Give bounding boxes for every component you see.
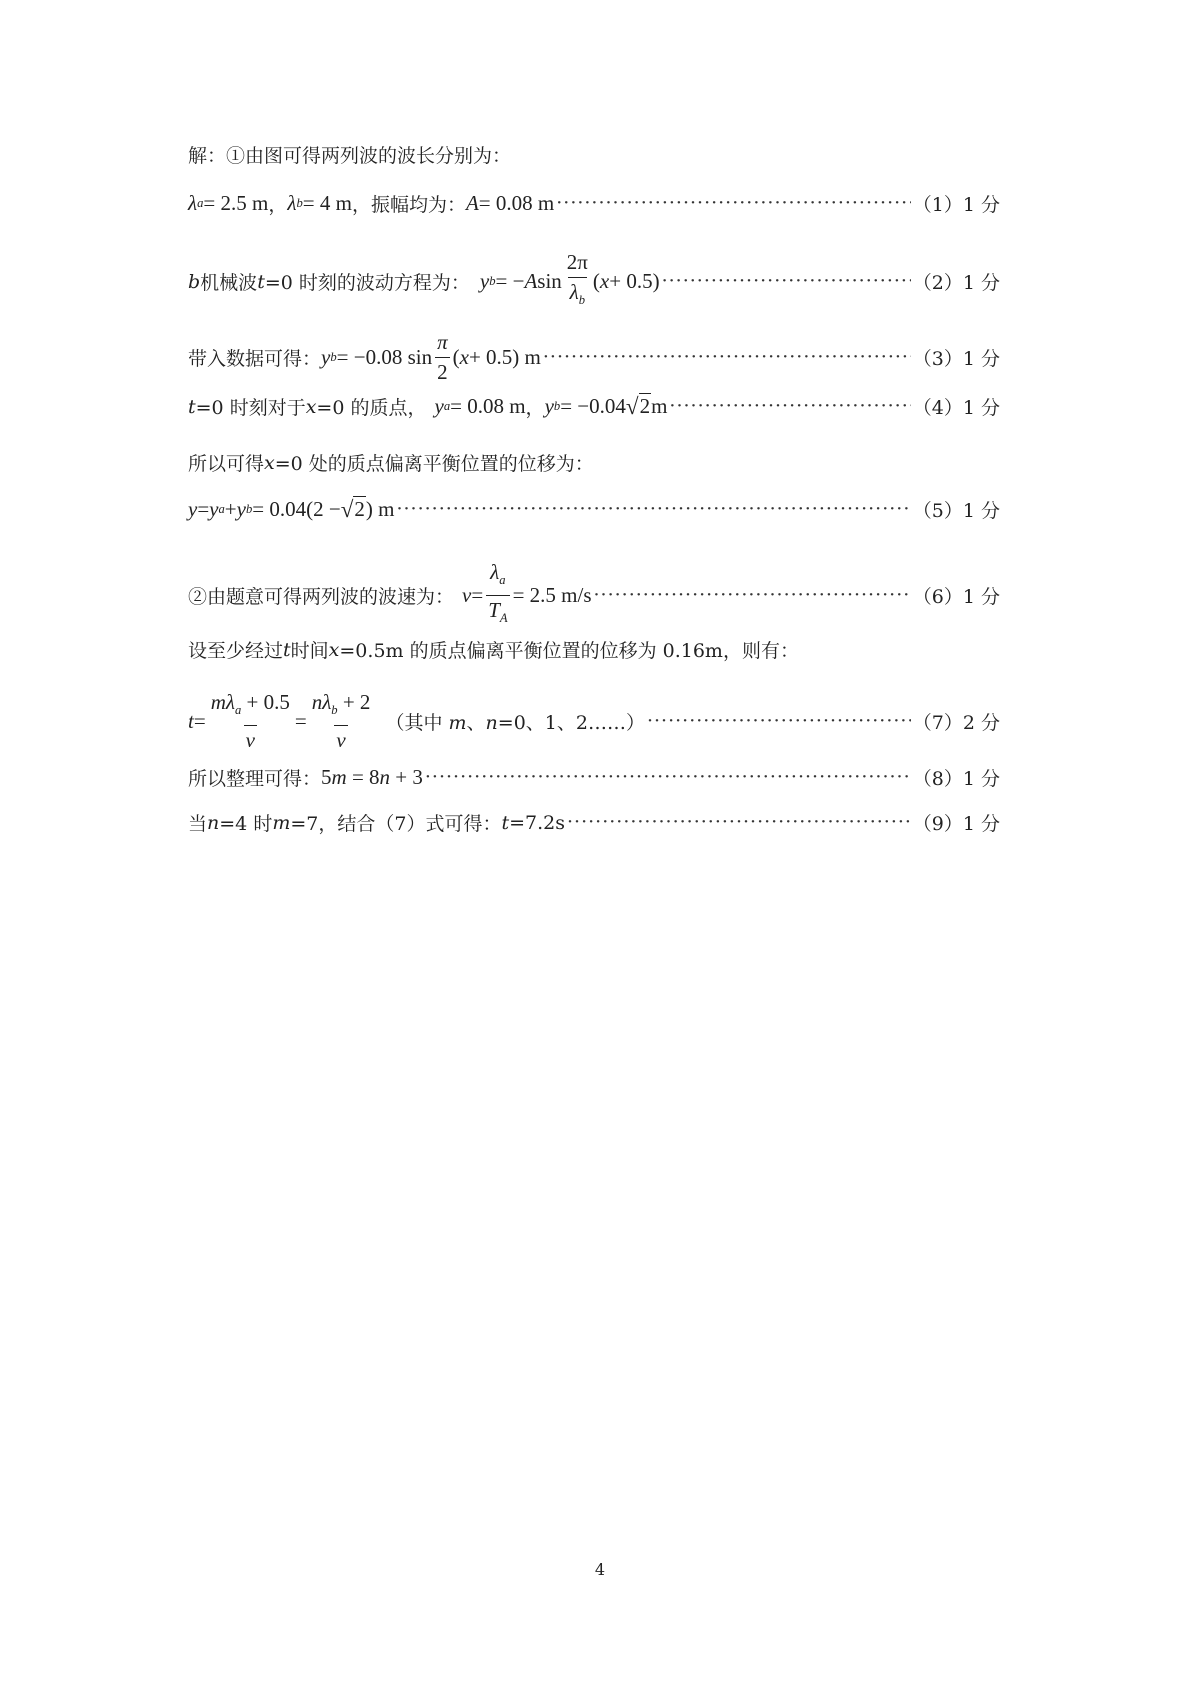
solution-intro-text: 解：①由图可得两列波的波长分别为： — [188, 145, 512, 167]
score-label: （5）1 分 — [912, 500, 1000, 522]
score-label: （6）1 分 — [912, 586, 1000, 609]
substituted-equation: 带入数据可得： y b = −0.08 sin $\frac{\pi}{2}$ ( x + 0.5) m — [188, 330, 541, 385]
leader-dots — [567, 813, 911, 832]
score-label: （8）1 分 — [912, 768, 1000, 790]
wave-equation: b 机械波 t =0 时刻的波动方程为： y b = − A sin $\frac{2\pi}{\lambda_b}$ ( x + 0.5) — [188, 250, 660, 314]
simplified-relation: 所以整理可得： 5m = 8n + 3 — [188, 765, 423, 790]
fraction: $\frac{\pi}{2}$ — [437, 330, 448, 385]
fraction: $\frac{m\lambda_a + 0.5}{v}$ — [210, 690, 290, 753]
equation-line-10 — [188, 764, 1000, 791]
leader-dots — [556, 194, 911, 213]
leader-dots — [543, 348, 911, 367]
leader-dots — [396, 500, 910, 519]
equation-line-11 — [188, 809, 1000, 836]
score-label: （9）1 分 — [912, 813, 1000, 835]
displacement-values: t =0 时刻对于 x =0 的质点， y a = 0.08 m ， y b = −0.04 √ 2 m — [188, 393, 668, 419]
leader-dots — [662, 272, 911, 291]
text-line-8: 设至少经过 t 时间 x =0.5m 的质点偏离平衡位置的位移为 0.16m，则有： — [188, 638, 799, 662]
page-number: 4 — [594, 1560, 606, 1579]
equation-line-2 — [188, 250, 1000, 314]
leader-dots — [425, 768, 911, 787]
final-answer: 当 n =4 时 m =7，结合（7）式可得： t =7.2s — [188, 811, 565, 835]
time-formula: t = $\frac{m\lambda_a + 0.5}{v}$ = $\frac{n\lambda_b + 2}{v}$ （其中 m、n=0、1、2……） — [188, 690, 645, 753]
wavelength-formula: λ a = 2.5 m ， λ b = 4 m ，振幅均为： A = 0.08 m — [188, 191, 555, 216]
leader-dots — [594, 586, 911, 605]
equation-line-1 — [188, 190, 1000, 217]
equation-line-9 — [188, 690, 1000, 754]
wave-speed-formula: ②由题意可得两列波的波速为： v = $\frac{\lambda_a}{T_A}$ = 2.5 m/s — [188, 560, 592, 632]
fraction: $\frac{n\lambda_b + 2}{v}$ — [311, 690, 371, 753]
score-label: （4）1 分 — [912, 397, 1000, 419]
score-label: （1）1 分 — [912, 194, 1000, 216]
fraction: $\frac{\lambda_a}{T_A}$ — [486, 560, 509, 632]
score-label: （7）2 分 — [912, 712, 1000, 735]
leader-dots — [669, 397, 910, 416]
square-root: √ 2 — [340, 496, 365, 522]
equation-line-6 — [188, 496, 1000, 523]
text-line-5: 所以可得 x =0 处的质点偏离平衡位置的位移为： — [188, 451, 594, 475]
equation-line-3 — [188, 330, 1000, 385]
total-displacement-formula: y = y a + y b = 0.04(2 − √ 2 ) m — [188, 496, 395, 522]
leader-dots — [647, 712, 911, 731]
score-label: （3）1 分 — [912, 348, 1000, 371]
equation-line-4 — [188, 393, 1000, 420]
equation-line-7 — [188, 560, 1000, 632]
square-root: √ 2 — [625, 393, 651, 419]
solution-intro-line — [188, 141, 1000, 168]
score-label: （2）1 分 — [912, 272, 1000, 295]
fraction: $\frac{2\pi}{\lambda_b}$ — [565, 250, 590, 314]
